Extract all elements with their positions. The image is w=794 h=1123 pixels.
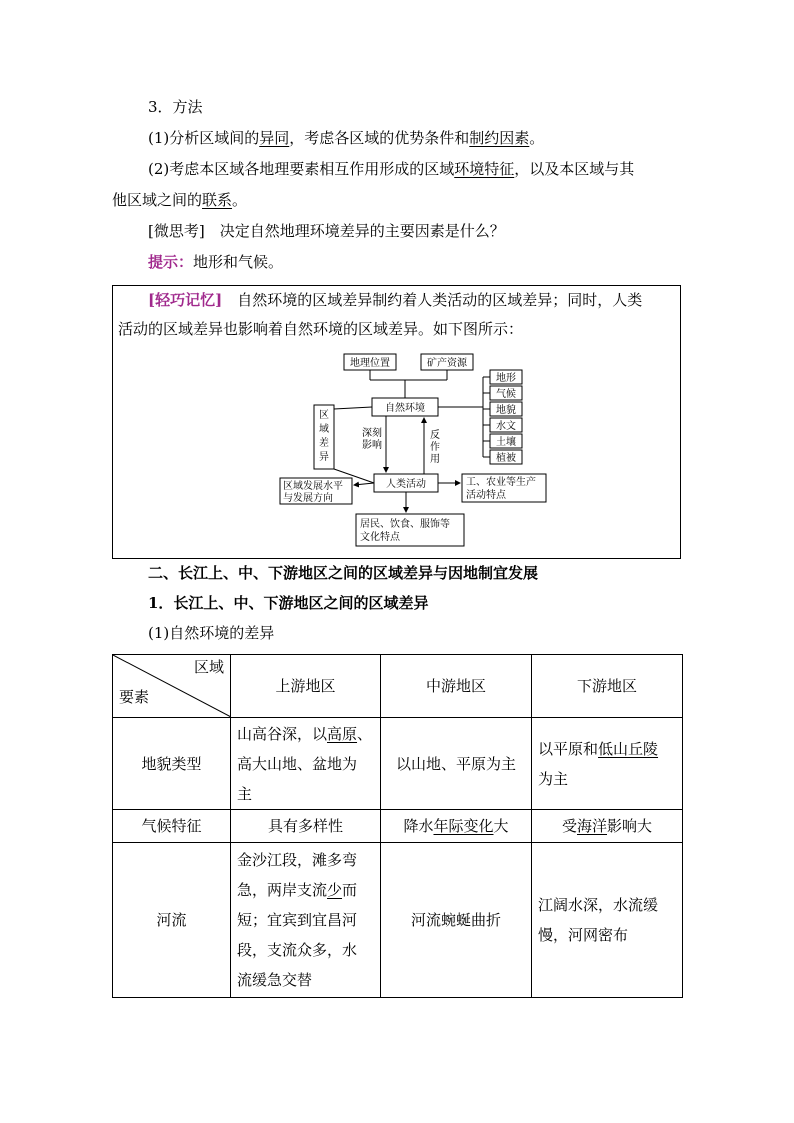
human-nature-diagram xyxy=(278,352,548,552)
section-two-title: 二、长江上、中、下游地区之间的区域差异与因地制宜发展 xyxy=(148,564,539,582)
svg-text:土壤: 土壤 xyxy=(496,437,516,448)
section-two-sub1: 1．长江上、中、下游地区之间的区域差异 xyxy=(148,594,429,612)
header-middle: 中游地区 xyxy=(381,655,532,718)
hint-label: 提示： xyxy=(148,253,194,271)
svg-text:与发展方向: 与发展方向 xyxy=(283,493,333,504)
natural-env-table xyxy=(112,654,683,998)
nature-env-label: 自然环境 xyxy=(385,403,425,414)
table-row: 地貌类型 山高谷深，以高原、 高大山地、盆地为 主 以山地、平原为主 以平原和低山丘陵 为主 xyxy=(113,718,683,810)
svg-text:活动特点: 活动特点 xyxy=(466,490,506,501)
svg-text:作: 作 xyxy=(430,442,440,453)
method-heading: 3．方法 xyxy=(148,98,203,116)
method-item-1: (1)分析区域间的异同，考虑各区域的优势条件和制约因素。 xyxy=(148,129,545,147)
think-question: [微思考] 决定自然地理环境差异的主要因素是什么？ xyxy=(148,222,505,240)
think-tag: [微思考] xyxy=(148,222,205,240)
svg-text:用: 用 xyxy=(430,454,440,465)
header-upper: 上游地区 xyxy=(231,655,381,718)
memory-line-2: 活动的区域差异也影响着自然环境的区域差异。如下图所示： xyxy=(118,320,524,338)
geo-location-label: 地理位置 xyxy=(350,358,390,369)
human-activity-label: 人类活动 xyxy=(386,479,426,490)
svg-text:深刻: 深刻 xyxy=(362,428,382,439)
svg-text:文化特点: 文化特点 xyxy=(360,532,400,543)
section-two-sub1-1: (1)自然环境的差异 xyxy=(148,624,275,642)
memory-line-1: [轻巧记忆] 自然环境的区域差异制约着人类活动的区域差异；同时，人类 xyxy=(148,291,643,309)
svg-text:异: 异 xyxy=(319,452,329,463)
svg-text:地貌: 地貌 xyxy=(496,405,516,416)
svg-text:区域发展水平: 区域发展水平 xyxy=(283,481,343,492)
svg-text:区: 区 xyxy=(319,410,329,421)
svg-text:域: 域 xyxy=(319,424,329,435)
method-item-2-cont: 他区域之间的联系。 xyxy=(112,191,248,209)
svg-text:植被: 植被 xyxy=(496,453,516,464)
table-header-row xyxy=(113,655,683,718)
think-hint: 提示：地形和气候。 xyxy=(148,253,284,271)
svg-text:地形: 地形 xyxy=(496,373,516,384)
table-row: 河流 金沙江段，滩多弯 急，两岸支流少而 短；宜宾到宜昌河 段，支流众多，水 流缓急交替 河流蜿蜒曲折 江阔水深，水流缓 慢，河网密布 xyxy=(113,843,683,998)
corner-cell: 区域 要素 xyxy=(113,655,231,718)
method-item-2: (2)考虑本区域各地理要素相互作用形成的区域环境特征，以及本区域与其 xyxy=(148,160,635,178)
svg-text:差: 差 xyxy=(319,438,329,449)
table-row: 气候特征 具有多样性 降水年际变化大 受海洋影响大 xyxy=(113,810,683,843)
svg-text:水文: 水文 xyxy=(496,421,516,432)
header-lower: 下游地区 xyxy=(532,655,683,718)
svg-text:反: 反 xyxy=(430,430,440,441)
svg-text:工、农业等生产: 工、农业等生产 xyxy=(466,477,536,488)
svg-text:气候: 气候 xyxy=(496,389,516,400)
svg-text:居民、饮食、服饰等: 居民、饮食、服饰等 xyxy=(360,519,450,530)
svg-text:影响: 影响 xyxy=(362,440,382,451)
mineral-label: 矿产资源 xyxy=(427,358,467,369)
memory-tag: [轻巧记忆] xyxy=(148,291,223,309)
